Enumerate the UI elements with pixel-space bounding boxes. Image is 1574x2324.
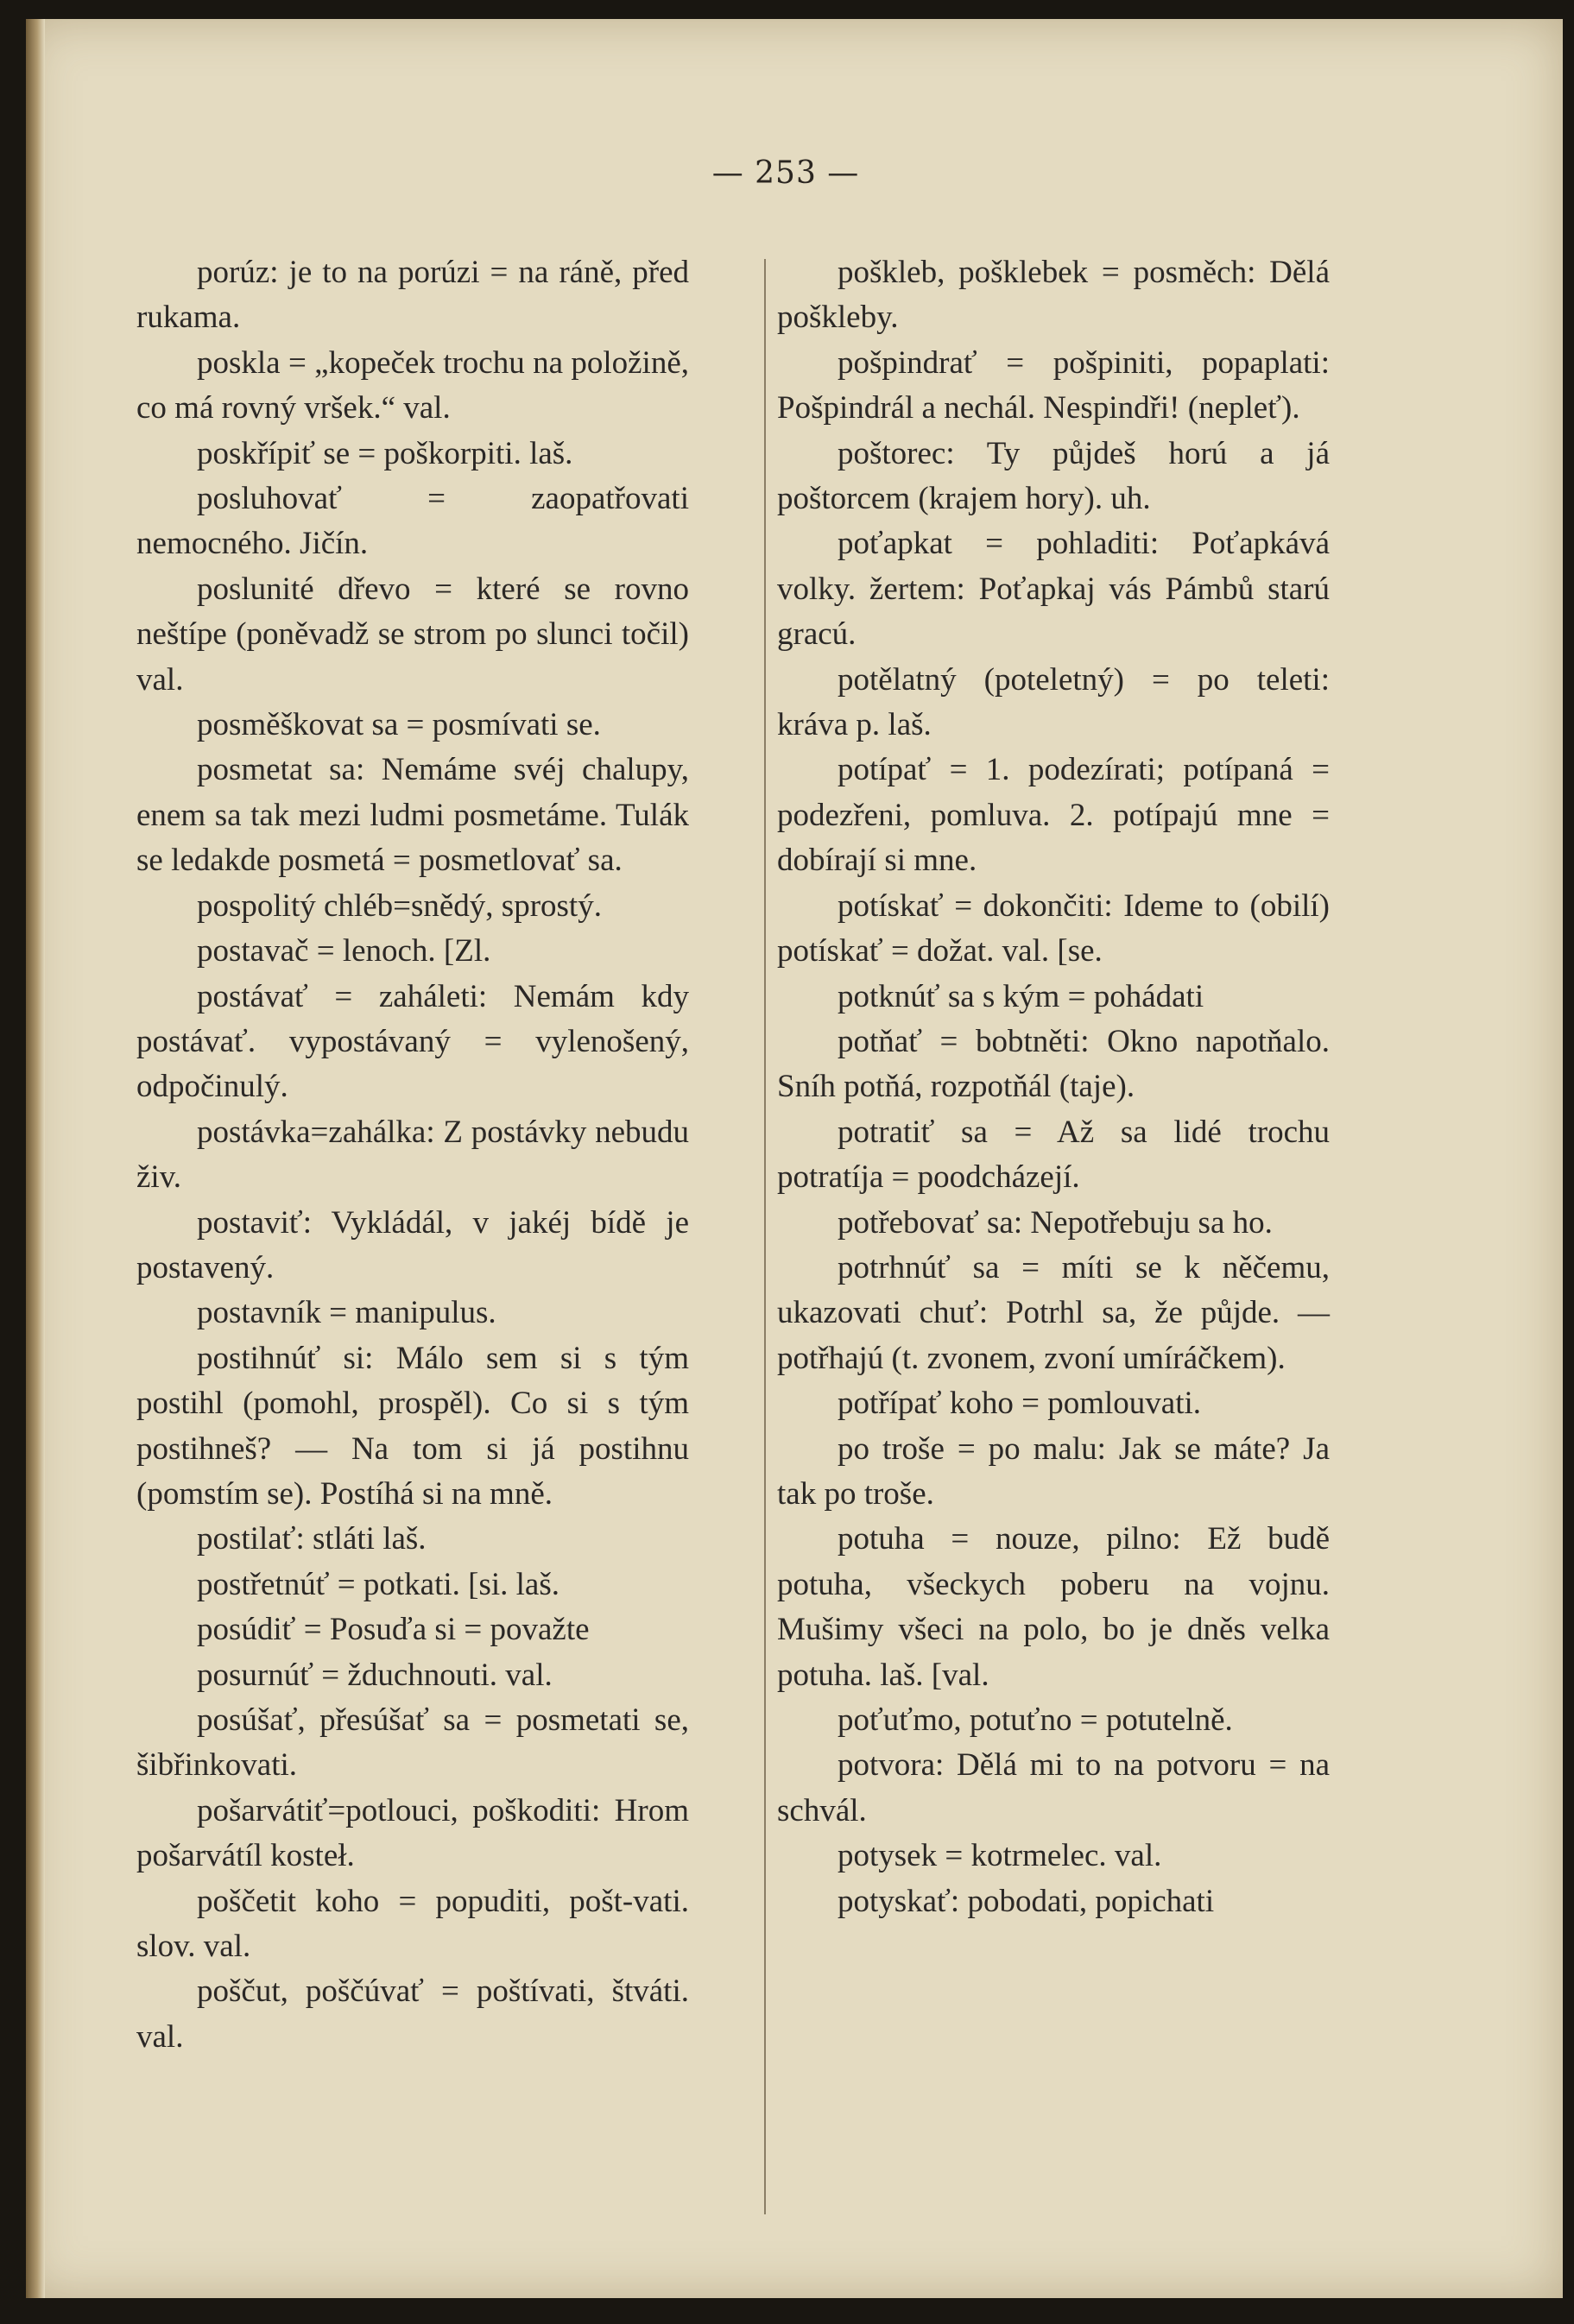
dictionary-entry: porúz: je to na porúzi = na ráně, před rukama.	[136, 255, 689, 336]
dictionary-entry: poskřípiť se = poškorpiti. laš.	[197, 435, 573, 471]
column-divider	[764, 259, 766, 2214]
dictionary-entry: potysek = kotrmelec. val.	[838, 1838, 1162, 1874]
dictionary-entry: postávať = zaháleti: Nemám kdy postávať. vypostávaný = vylenošený, odpočinulý.	[136, 978, 689, 1105]
dictionary-entry: poťapkat = pohladiti: Poťapkává volky. žertem: Poťapkaj vás Pámbů starú gracú.	[777, 526, 1330, 653]
page-gutter	[26, 19, 45, 2298]
dictionary-entry: potřípať koho = pomlouvati.	[838, 1386, 1202, 1422]
dictionary-entry: potískať = dokončiti: Ideme to (obilí) potískať = dožat. val. [se.	[777, 887, 1330, 969]
page-number: — 253 —	[711, 155, 860, 191]
dictionary-entry: potřebovať sa: Nepotřebuju sa ho.	[838, 1204, 1273, 1241]
dictionary-entry: potělatný (poteletný) = po teleti: kráva p. laš.	[777, 661, 1330, 743]
dictionary-entry: posmetat sa: Nemáme svéj chalupy, enem sa tak mezi ludmi posmetáme. Tulák se ledakde posmetá = posmetlovať sa.	[136, 752, 689, 879]
dictionary-entry: posluhovať = zaopatřovati nemocného. Jičín.	[136, 481, 689, 562]
dictionary-entry: potvora: Dělá mi to na potvoru = na schvál.	[777, 1747, 1330, 1828]
dictionary-entry: posúdiť = Posuďa si = považte	[197, 1612, 590, 1648]
dictionary-entry: postaviť: Vykládál, v jakéj bídě je postavený.	[136, 1204, 689, 1285]
dictionary-entry: postavač = lenoch. [Zl.	[197, 933, 491, 969]
dictionary-entry: potknúť sa s kým = pohádati	[838, 978, 1204, 1014]
dictionary-entry: poskla = „kopeček trochu na položině, co má rovný vršek.“ val.	[136, 344, 689, 426]
dictionary-entry: poštorec: Ty půjdeš horú a já poštorcem (krajem hory). uh.	[777, 435, 1330, 517]
dictionary-entry: poslunité dřevo = které se rovno neštípe (poněvadž se strom po slunci točil) val.	[136, 571, 689, 698]
dictionary-entry: postavník = manipulus.	[197, 1295, 496, 1331]
dictionary-entry: po troše = po malu: Jak se máte? Ja tak po troše.	[777, 1430, 1330, 1512]
dictionary-entry: posúšať, přesúšať sa = posmetati se, šibřinkovati.	[136, 1702, 689, 1784]
dictionary-entry: potípať = 1. podezírati; potípaná = podezřeni, pomluva. 2. potípajú mne = dobírají si mne.	[777, 752, 1330, 879]
dictionary-entry: poťuťmo, potuťno = potutelně.	[838, 1702, 1233, 1738]
dictionary-entry: postilať: stláti laš.	[197, 1521, 427, 1557]
dictionary-entry: potňať = bobtněti: Okno napotňalo. Sníh potňá, rozpotňál (taje).	[777, 1023, 1330, 1105]
dictionary-entry: potuha = nouze, pilno: Ež budě potuha, všeckych poberu na vojnu. Mušimy všeci na polo, bo je dněs velka potuha. laš. [val.	[777, 1521, 1330, 1693]
dictionary-entry: posměškovat sa = posmívati se.	[197, 707, 601, 743]
dictionary-entry: poščetit koho = popuditi, pošt-vati. slov. val.	[136, 1883, 689, 1965]
dictionary-entry: potratiť sa = Až sa lidé trochu potratíja = poodcházejí.	[777, 1114, 1330, 1196]
dictionary-entry: pošpindrať = pošpiniti, popaplati: Pošpindrál a nechál. Nespindři! (nepleť).	[777, 344, 1330, 426]
dictionary-entry: poščut, poščúvať = poštívati, štváti. val.	[136, 1974, 689, 2055]
dictionary-entry: posurnúť = žduchnouti. val.	[197, 1657, 553, 1693]
dictionary-entry: pošklеb, pošklebek = posměch: Dělá pošklеby.	[777, 255, 1330, 336]
dictionary-entry: postřetnúť = potkati. [si. laš.	[197, 1566, 559, 1602]
dictionary-entry: postávka=zahálka: Z postávky nebudu živ.	[136, 1114, 689, 1196]
left-column	[136, 250, 689, 2060]
dictionary-entry: potyskať: pobodati, popichati	[838, 1883, 1215, 1919]
dictionary-entry: pošarvátiť=potlouci, poškoditi: Hrom pošarvátíl kosteł.	[136, 1792, 689, 1874]
right-column	[777, 250, 1330, 1924]
dictionary-entry: pospolitý chléb=snědý, sprostý.	[197, 887, 602, 924]
dictionary-entry: potrhnúť sa = míti se k něčemu, ukazovati chuť: Potrhl sa, že půjde. — potřhajú (t. zvonem, zvoní umíráčkem).	[777, 1249, 1330, 1376]
dictionary-entry: postihnúť si: Málo sem si s tým postihl (pomohl, prospěl). Co si s tým postihneš? — Na tom si já postihnu (pomstím se). Postíhá si na mně.	[136, 1340, 689, 1512]
